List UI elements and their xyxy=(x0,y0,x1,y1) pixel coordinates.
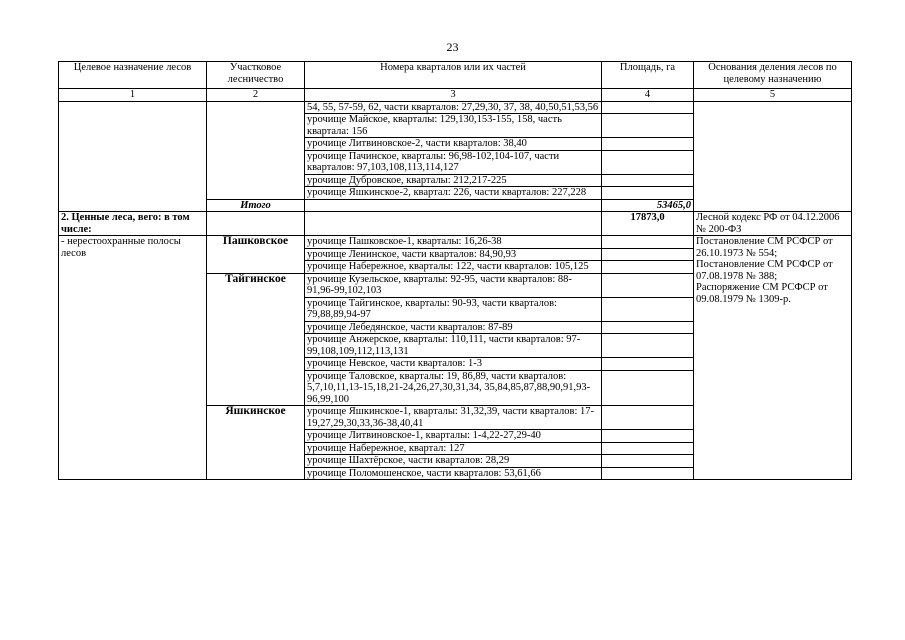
section-title: 2. Ценные леса, вего: в том числе: xyxy=(59,212,207,236)
table-body xyxy=(59,62,852,480)
area-cell xyxy=(602,114,694,138)
block-cell: урочище Анжерское, кварталы: 110,111, части кварталов: 97-99,108,109,112,113,131 xyxy=(305,334,602,358)
area-cell xyxy=(602,248,694,261)
area-cell xyxy=(602,358,694,371)
col-number-5: 5 xyxy=(694,89,852,102)
block-cell: урочище Набережное, кварталы: 122, части кварталов: 105,125 xyxy=(305,261,602,274)
area-cell xyxy=(602,442,694,455)
section-blocks-empty xyxy=(305,212,602,236)
block-cell: урочище Яшкинское-1, кварталы: 31,32,39, части кварталов: 17-19,27,29,30,33,36-38,40,41 xyxy=(305,406,602,430)
block-cell: урочище Пашковское-1, кварталы: 16,26-38 xyxy=(305,236,602,249)
header-area: Площадь, га xyxy=(602,62,694,89)
header-district: Участковое лесничество xyxy=(207,62,305,89)
table-row xyxy=(59,236,852,249)
area-cell xyxy=(602,101,694,114)
block-cell: урочище Шахтёрское, части кварталов: 28,29 xyxy=(305,455,602,468)
block-cell: урочище Лебедянское, части кварталов: 87-89 xyxy=(305,321,602,334)
header-row xyxy=(59,62,852,89)
section-district-empty xyxy=(207,212,305,236)
block-cell: урочище Ленинское, части кварталов: 84,90,93 xyxy=(305,248,602,261)
block-cell: урочище Невское, части кварталов: 1-3 xyxy=(305,358,602,371)
area-cell xyxy=(602,236,694,249)
district-name: Яшкинское xyxy=(207,406,305,480)
area-cell xyxy=(602,174,694,187)
subsection-basis xyxy=(694,236,852,480)
forest-purpose-table xyxy=(58,61,852,480)
col-number-3: 3 xyxy=(305,89,602,102)
block-cell: урочище Яшкинское-2, квартал: 226, части кварталов: 227,228 xyxy=(305,187,602,200)
area-cell xyxy=(602,187,694,200)
subsection-title: - нерестоохранные полосы лесов xyxy=(59,236,207,480)
area-cell xyxy=(602,406,694,430)
header-basis: Основания деления лесов по целевому назначению xyxy=(694,62,852,89)
column-number-row xyxy=(59,89,852,102)
page-number: 23 xyxy=(446,40,459,54)
area-cell xyxy=(602,430,694,443)
total-blocks-empty xyxy=(305,199,602,212)
area-cell xyxy=(602,273,694,297)
basis-line: Постановление СМ РСФСР от 07.08.1978 № 388; xyxy=(696,259,833,282)
total-value: 53465,0 xyxy=(602,199,694,212)
area-cell xyxy=(602,297,694,321)
section-row xyxy=(59,212,852,236)
block-cell: урочище Пачинское, кварталы: 96,98-102,104-107, части кварталов: 97,103,108,113,114,127 xyxy=(305,150,602,174)
header-blocks: Номера кварталов или их частей xyxy=(305,62,602,89)
district-name: Пашковское xyxy=(207,236,305,274)
district-cell-empty xyxy=(207,101,305,199)
block-cell: урочище Майское, кварталы: 129,130,153-155, 158, часть квартала: 156 xyxy=(305,114,602,138)
area-cell xyxy=(602,455,694,468)
area-cell xyxy=(602,467,694,480)
section-basis: Лесной кодекс РФ от 04.12.2006 № 200-ФЗ xyxy=(694,212,852,236)
area-cell xyxy=(602,150,694,174)
total-label: Итого xyxy=(207,199,305,212)
area-cell xyxy=(602,334,694,358)
block-cell: урочище Кузельское, кварталы: 92-95, части кварталов: 88-91,96-99,102,103 xyxy=(305,273,602,297)
block-cell: урочище Дубровское, кварталы: 212,217-225 xyxy=(305,174,602,187)
block-cell: 54, 55, 57-59, 62, части кварталов: 27,29,30, 37, 38, 40,50,51,53,56 xyxy=(305,101,602,114)
block-cell: урочище Тайгинское, кварталы: 90-93, части кварталов: 79,88,89,94-97 xyxy=(305,297,602,321)
col-number-2: 2 xyxy=(207,89,305,102)
table-row xyxy=(59,101,852,114)
basis-line: Постановление СМ РСФСР от 26.10.1973 № 554; xyxy=(696,236,833,259)
area-cell xyxy=(602,321,694,334)
basis-cell-empty xyxy=(694,101,852,212)
basis-line: Распоряжение СМ РСФСР от 09.08.1979 № 1309-р. xyxy=(696,282,828,305)
area-cell xyxy=(602,261,694,274)
purpose-cell-empty xyxy=(59,101,207,212)
area-cell xyxy=(602,370,694,406)
col-number-4: 4 xyxy=(602,89,694,102)
col-number-1: 1 xyxy=(59,89,207,102)
block-cell: урочище Литвиновское-1, кварталы: 1-4,22-27,29-40 xyxy=(305,430,602,443)
header-purpose: Целевое назначение лесов xyxy=(59,62,207,89)
block-cell: урочище Литвиновское-2, части кварталов: 38,40 xyxy=(305,138,602,151)
block-cell: урочище Набережное, квартал: 127 xyxy=(305,442,602,455)
block-cell: урочище Поломошенское, части кварталов: 53,61,66 xyxy=(305,467,602,480)
district-name: Тайгинское xyxy=(207,273,305,406)
area-cell xyxy=(602,138,694,151)
block-cell: урочище Таловское, кварталы: 19, 86,89, части кварталов: 5,7,10,11,13-15,18,21-24,26,27,30,31,34, 35,84,85,87,88,90,91,93-96,99,100 xyxy=(305,370,602,406)
section-area: 17873,0 xyxy=(602,212,694,236)
